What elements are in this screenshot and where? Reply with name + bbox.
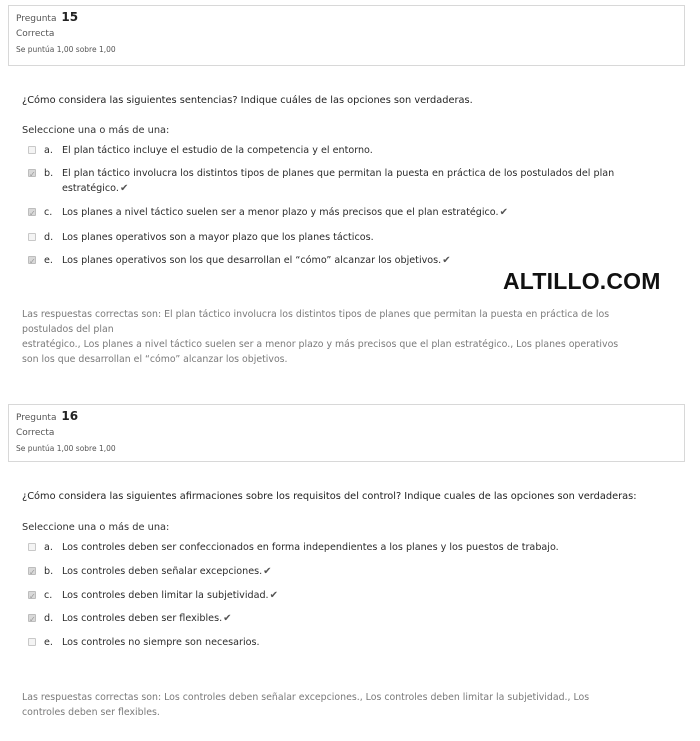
checkbox-icon[interactable] bbox=[28, 567, 36, 575]
option-text: Los planes operativos son los que desarrollan el “cómo” alcanzar los objetivos. bbox=[62, 255, 442, 266]
feedback-line: postulados del plan bbox=[22, 324, 114, 335]
check-mark-icon: ✔ bbox=[269, 590, 278, 601]
option-letter: a. bbox=[44, 145, 53, 156]
question-grade: Se puntúa 1,00 sobre 1,00 bbox=[16, 45, 116, 54]
option-text-wrap bbox=[62, 611, 647, 626]
option-text: Los controles deben ser flexibles. bbox=[62, 613, 223, 624]
question-state: Correcta bbox=[16, 428, 55, 438]
checkbox-icon[interactable] bbox=[28, 638, 36, 646]
feedback-line: controles deben ser flexibles. bbox=[22, 707, 160, 718]
answer-option-d[interactable] bbox=[28, 611, 648, 626]
option-letter: d. bbox=[44, 613, 54, 624]
check-mark-icon: ✔ bbox=[442, 255, 451, 266]
option-letter: a. bbox=[44, 542, 53, 553]
question-label: Pregunta bbox=[16, 14, 57, 24]
question-number: 15 bbox=[61, 10, 79, 24]
answer-option-c[interactable] bbox=[28, 588, 648, 603]
option-text-wrap bbox=[62, 564, 647, 579]
option-letter: c. bbox=[44, 590, 53, 601]
checkbox-icon[interactable] bbox=[28, 256, 36, 264]
option-text: Los controles deben limitar la subjetividad. bbox=[62, 590, 269, 601]
question-text: ¿Cómo considera las siguientes afirmaciones sobre los requisitos del control? Indique cuales de las opciones son verdaderas: bbox=[22, 491, 637, 502]
correct-answers-feedback bbox=[22, 307, 662, 367]
feedback-line: Las respuestas correctas son: Los controles deben señalar excepciones., Los controles deben limitar la subjetividad., Los bbox=[22, 692, 590, 703]
answer-option-d[interactable] bbox=[28, 230, 648, 245]
question-grade: Se puntúa 1,00 sobre 1,00 bbox=[16, 444, 116, 453]
check-mark-icon: ✔ bbox=[223, 613, 232, 624]
option-text: Los controles deben ser confeccionados en forma independientes a los planes y los puestos de trabajo. bbox=[62, 542, 559, 553]
option-letter: b. bbox=[44, 168, 54, 179]
feedback-line: estratégico., Los planes a nivel táctico suelen ser a menor plazo y más precisos que el plan estratégico., Los planes operativos bbox=[22, 339, 619, 350]
answer-option-a[interactable] bbox=[28, 143, 648, 158]
feedback-line: son los que desarrollan el “cómo” alcanzar los objetivos. bbox=[22, 354, 288, 365]
option-text-wrap bbox=[62, 166, 642, 196]
option-letter: b. bbox=[44, 566, 54, 577]
checkbox-icon[interactable] bbox=[28, 146, 36, 154]
question-number: 16 bbox=[61, 409, 79, 423]
question-text: ¿Cómo considera las siguientes sentencias? Indique cuáles de las opciones son verdaderas. bbox=[22, 95, 473, 106]
answer-option-e[interactable] bbox=[28, 253, 648, 268]
checkbox-icon[interactable] bbox=[28, 233, 36, 241]
correct-answers-feedback bbox=[22, 690, 662, 720]
checkbox-icon[interactable] bbox=[28, 208, 36, 216]
answer-option-a[interactable] bbox=[28, 540, 648, 555]
check-mark-icon: ✔ bbox=[263, 566, 272, 577]
option-text: Los controles no siempre son necesarios. bbox=[62, 637, 260, 648]
checkbox-icon[interactable] bbox=[28, 169, 36, 177]
option-text: Los planes operativos son a mayor plazo que los planes tácticos. bbox=[62, 232, 374, 243]
question-info-15 bbox=[8, 5, 685, 66]
option-text-wrap bbox=[62, 205, 647, 220]
option-letter: e. bbox=[44, 255, 53, 266]
feedback-line: Las respuestas correctas son: El plan táctico involucra los distintos tipos de planes que permitan la puesta en práctica de los bbox=[22, 309, 610, 320]
option-text-wrap bbox=[62, 253, 647, 268]
option-text-wrap bbox=[62, 588, 647, 603]
check-mark-icon: ✔ bbox=[499, 207, 508, 218]
question-state: Correcta bbox=[16, 29, 55, 39]
question-info-16 bbox=[8, 404, 685, 462]
watermark-logo: ALTILLO.COM bbox=[503, 268, 661, 294]
check-mark-icon: ✔ bbox=[119, 183, 129, 194]
option-letter: d. bbox=[44, 232, 54, 243]
option-text: El plan táctico involucra los distintos tipos de planes que permitan la puesta en práctica de los postulados del plan estratégico. bbox=[62, 168, 615, 194]
answer-option-c[interactable] bbox=[28, 205, 648, 220]
select-prompt: Seleccione una o más de una: bbox=[22, 125, 170, 136]
option-text: El plan táctico incluye el estudio de la competencia y el entorno. bbox=[62, 145, 373, 156]
checkbox-icon[interactable] bbox=[28, 614, 36, 622]
answer-option-b[interactable] bbox=[28, 564, 648, 579]
checkbox-icon[interactable] bbox=[28, 543, 36, 551]
option-text: Los controles deben señalar excepciones. bbox=[62, 566, 263, 577]
select-prompt: Seleccione una o más de una: bbox=[22, 522, 170, 533]
checkbox-icon[interactable] bbox=[28, 591, 36, 599]
question-number-line bbox=[16, 409, 677, 425]
question-number-line bbox=[16, 10, 677, 26]
option-letter: e. bbox=[44, 637, 53, 648]
question-label: Pregunta bbox=[16, 413, 57, 423]
answer-option-b[interactable] bbox=[28, 166, 648, 196]
option-letter: c. bbox=[44, 207, 53, 218]
option-text: Los planes a nivel táctico suelen ser a menor plazo y más precisos que el plan estratégico. bbox=[62, 207, 499, 218]
answer-option-e[interactable] bbox=[28, 635, 648, 650]
